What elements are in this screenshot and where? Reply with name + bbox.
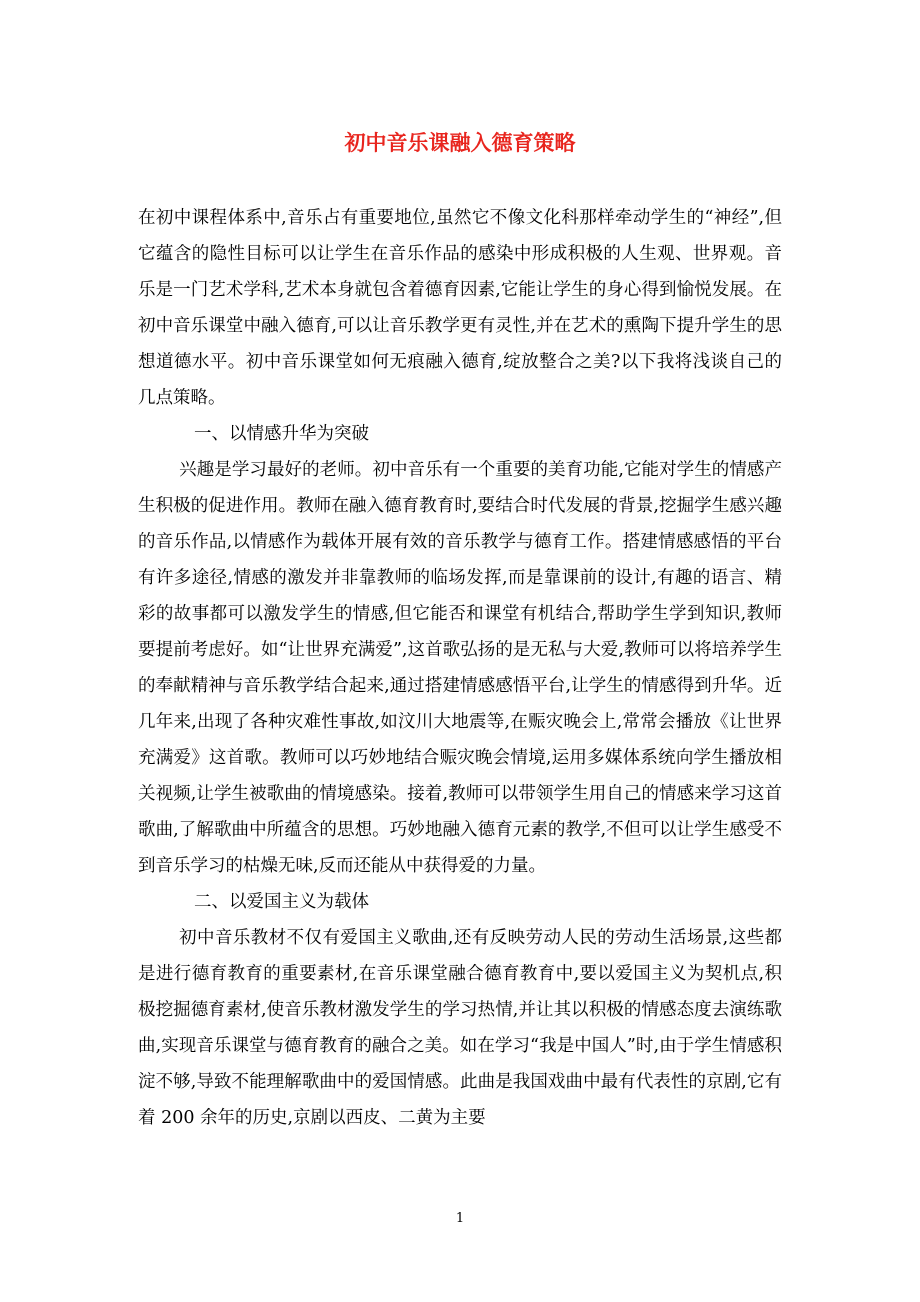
intro-paragraph: 在初中课程体系中,音乐占有重要地位,虽然它不像文化科那样牵动学生的“神经”,但它蕴含的隐性目标可以让学生在音乐作品的感染中形成积极的人生观、世界观。音乐是一门艺术学科,艺术本身就包含着德育因素,它能让学生的身心得到愉悦发展。在初中音乐课堂中融入德育,可以让音乐教学更有灵性,并在艺术的熏陶下提升学生的思想道德水平。初中音乐课堂如何无痕融入德育,绽放整合之美?以下我将浅谈自己的几点策略。 — [138, 208, 782, 408]
section-2-paragraph: 初中音乐教材不仅有爱国主义歌曲,还有反映劳动人民的劳动生活场景,这些都是进行德育教育的重要素材,在音乐课堂融合德育教育中,要以爱国主义为契机点,积极挖掘德育素材,使音乐教材激发学生的学习热情,并让其以积极的情感态度去演练歌曲,实现音乐课堂与德育教育的融合之美。如在学习“我是中国人”时,由于学生情感积淀不够,导致不能理解歌曲中的爱国情感。此曲是我国戏曲中最有代表性的京剧,它有着 200 余年的历史,京剧以西皮、二黄为主要 — [138, 928, 782, 1128]
section-heading-1: 一、以情感升华为突破 — [194, 424, 369, 444]
section-heading-2: 二、以爱国主义为载体 — [194, 892, 369, 912]
document-title: 初中音乐课融入德育策略 — [344, 131, 576, 155]
page-number: 1 — [455, 1211, 465, 1226]
document-body — [138, 200, 782, 1136]
section-1-paragraph: 兴趣是学习最好的老师。初中音乐有一个重要的美育功能,它能对学生的情感产生积极的促进作用。教师在融入德育教育时,要结合时代发展的背景,挖掘学生感兴趣的音乐作品,以情感作为载体开展有效的音乐教学与德育工作。搭建情感感悟的平台有许多途径,情感的激发并非靠教师的临场发挥,而是靠课前的设计,有趣的语言、精彩的故事都可以激发学生的情感,但它能否和课堂有机结合,帮助学生学到知识,教师要提前考虑好。如“让世界充满爱”,这首歌弘扬的是无私与大爱,教师可以将培养学生的奉献精神与音乐教学结合起来,通过搭建情感感悟平台,让学生的情感得到升华。近几年来,出现了各种灾难性事故,如汶川大地震等,在赈灾晚会上,常常会播放《让世界充满爱》这首歌。教师可以巧妙地结合赈灾晚会情境,运用多媒体系统向学生播放相关视频,让学生被歌曲的情境感染。接着,教师可以带领学生用自己的情感来学习这首歌曲,了解歌曲中所蕴含的思想。巧妙地融入德育元素的教学,不但可以让学生感受不到音乐学习的枯燥无味,反而还能从中获得爱的力量。 — [138, 460, 782, 876]
